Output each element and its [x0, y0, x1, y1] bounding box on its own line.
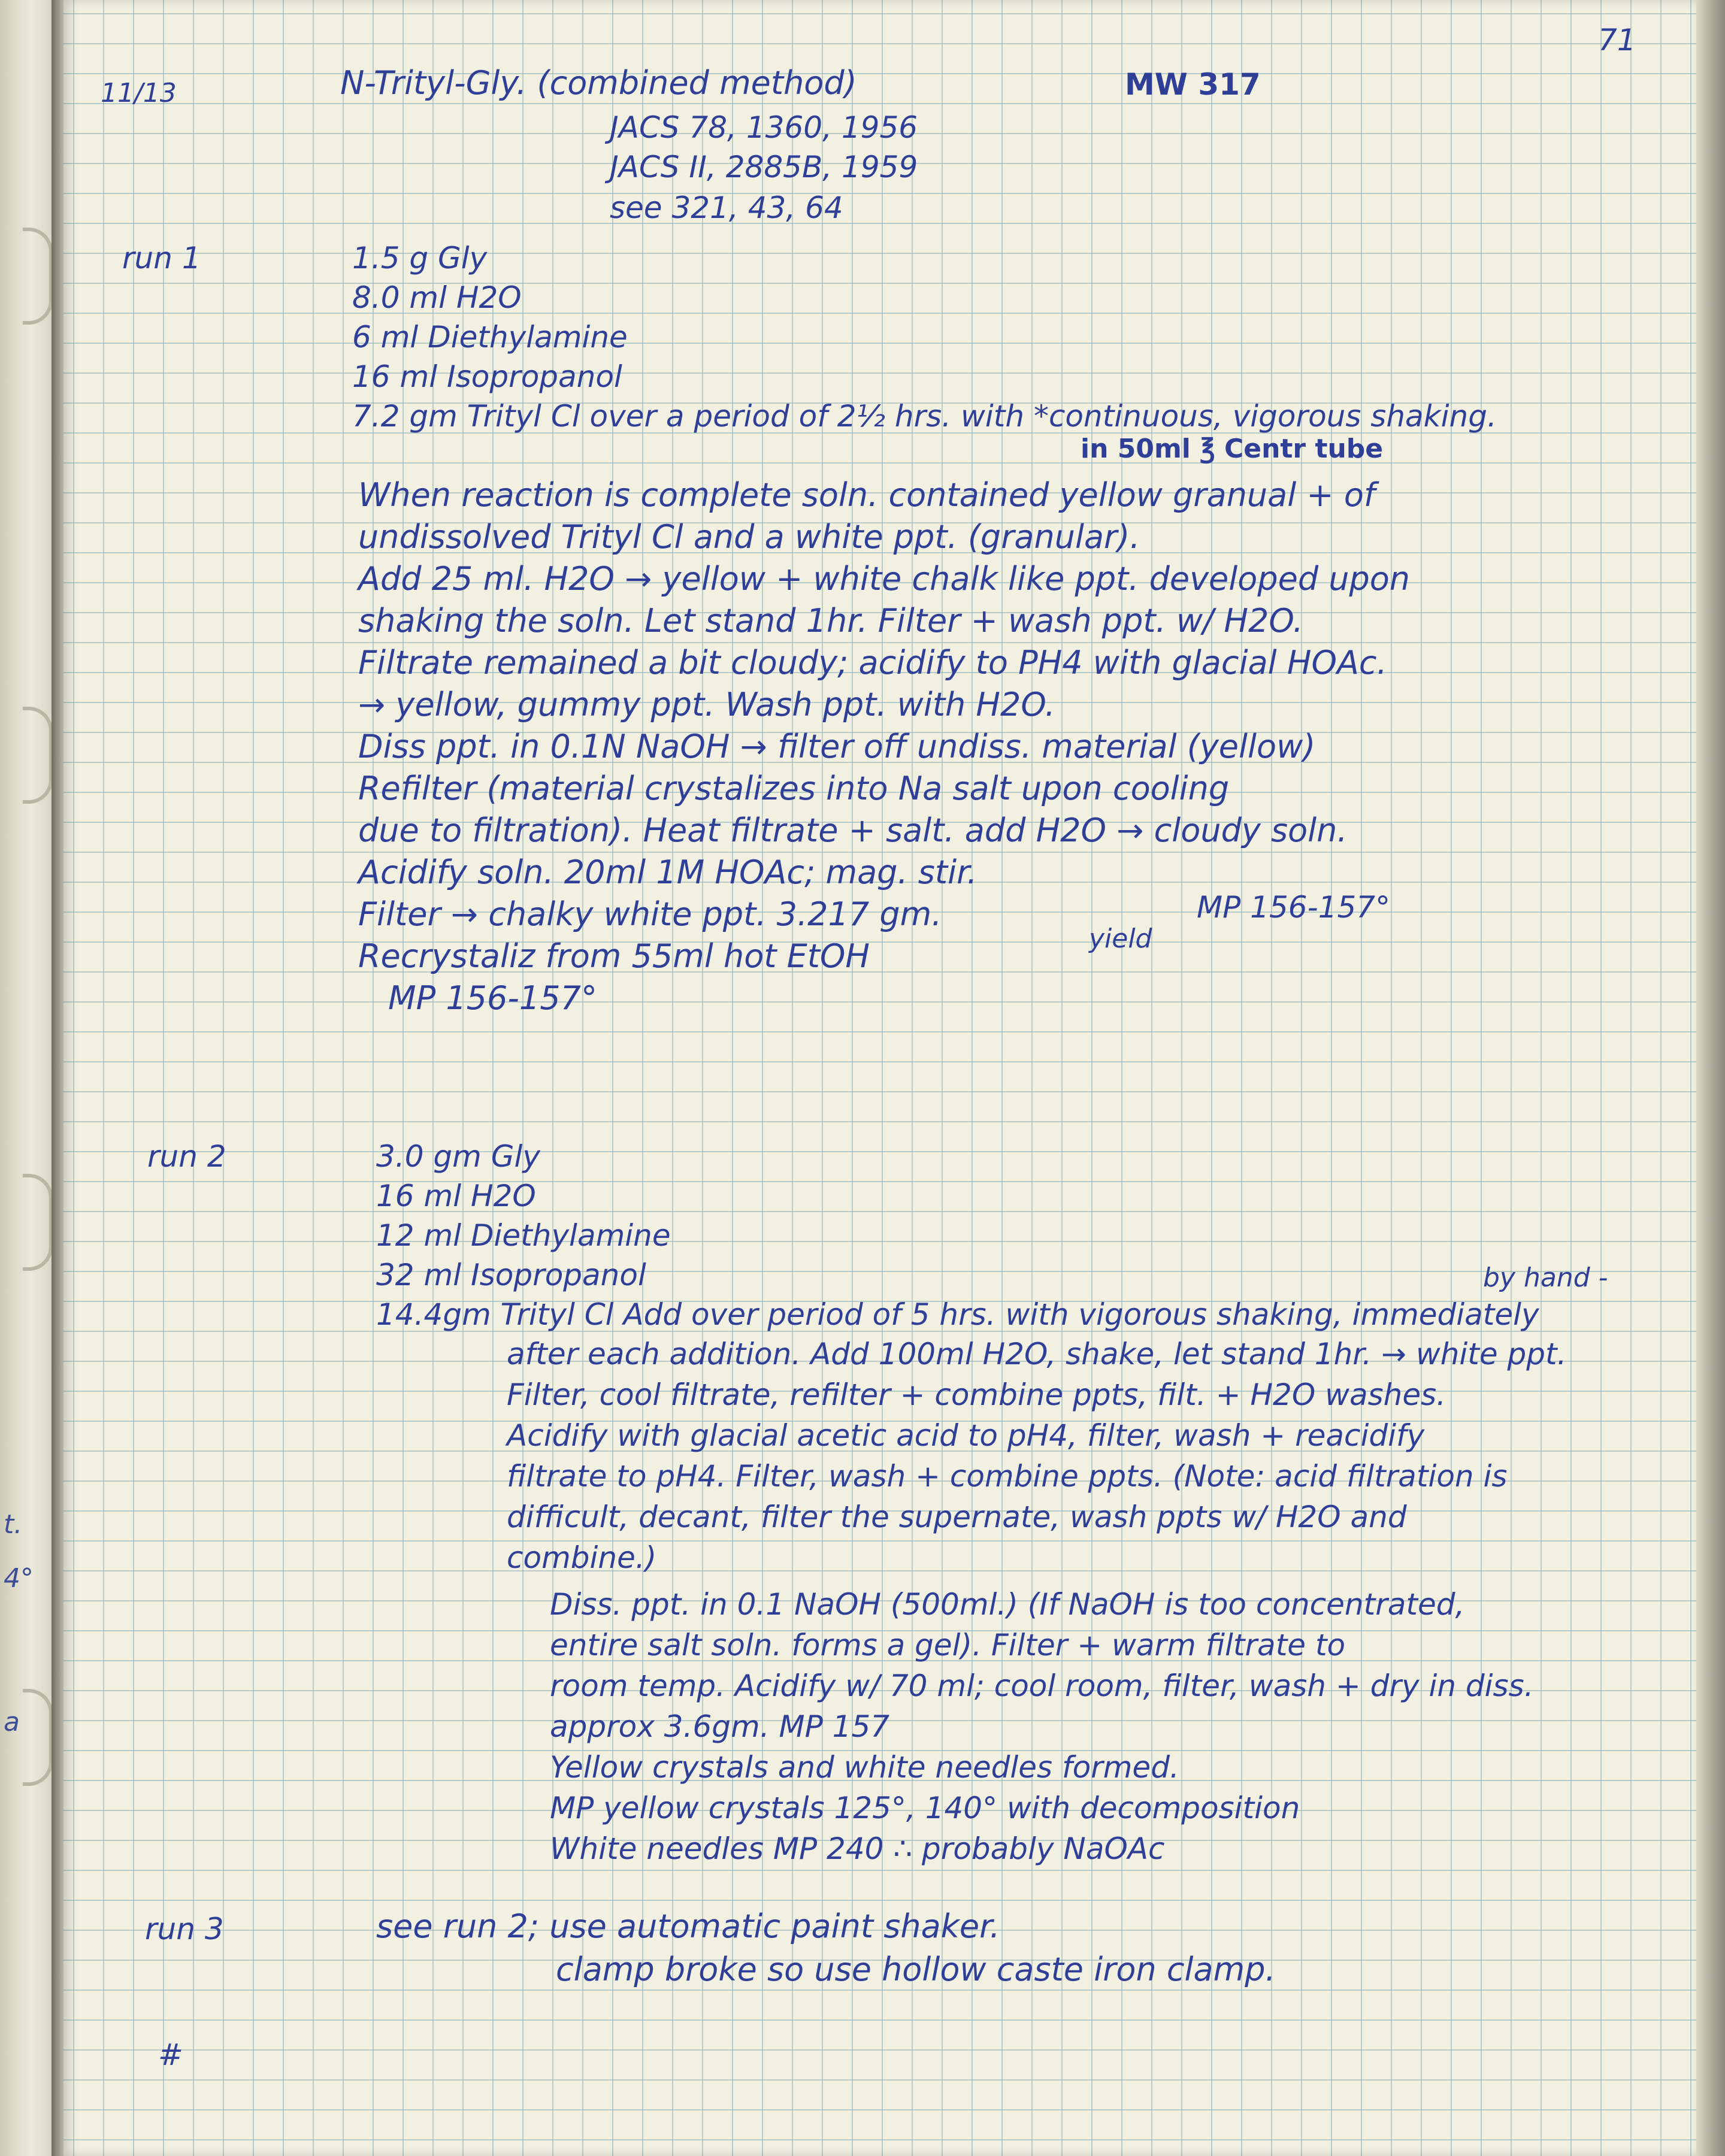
run-2-reagent: 16 ml H2O — [376, 1179, 536, 1213]
run-1-note: Acidify soln. 20ml 1M HOAc; mag. stir. — [358, 853, 978, 891]
run-3-note: clamp broke so use hollow caste iron clamp. — [556, 1951, 1276, 1988]
run-3-note: see run 2; use automatic paint shaker. — [376, 1907, 1000, 1945]
run-1-label: run 1 — [122, 241, 201, 275]
run-1-reagent: 1.5 g Gly — [352, 241, 488, 275]
run-2-reagent: 3.0 gm Gly — [376, 1139, 540, 1174]
run-1-reagent: 7.2 gm Trityl Cl over a period of 2½ hrs. with *continuous, vigorous shaking. — [352, 399, 1497, 434]
run-1-note: undissolved Trityl Cl and a white ppt. (granular). — [358, 518, 1140, 556]
run-1-note: Recrystaliz from 55ml hot EtOH — [358, 937, 870, 975]
run-2-note: White needles MP 240 ∴ probably NaOAc — [550, 1831, 1165, 1866]
run-1-note: Filtrate remained a bit cloudy; acidify to PH4 with glacial HOAc. — [358, 644, 1387, 682]
run-2-note: combine.) — [507, 1540, 657, 1575]
run-2-above-note: by hand - — [1483, 1262, 1608, 1293]
reference-1: JACS 78, 1360, 1956 — [610, 110, 918, 145]
adjacent-left-page — [0, 0, 52, 2156]
run-2-note: filtrate to pH4. Filter, wash + combine ppts. (Note: acid filtration is — [507, 1459, 1508, 1494]
run-2-note: after each addition. Add 100ml H2O, shake, let stand 1hr. → white ppt. — [507, 1337, 1567, 1371]
molecular-weight: MW 317 — [1125, 67, 1261, 102]
run-2-note: MP yellow crystals 125°, 140° with decomposition — [550, 1791, 1300, 1825]
run-1-melting-point: MP 156-157° — [1197, 890, 1391, 925]
binding-stitch — [23, 1689, 53, 1786]
reference-3: see 321, 43, 64 — [610, 190, 843, 225]
entry-title: N-Trityl-Gly. (combined method) — [340, 64, 857, 102]
page-edge — [1696, 0, 1725, 2156]
run-2-note: room temp. Acidify w/ 70 ml; cool room, filter, wash + dry in diss. — [550, 1669, 1534, 1703]
run-1-note: due to filtration). Heat filtrate + salt. add H2O → cloudy soln. — [358, 811, 1348, 849]
run-1-note: Diss ppt. in 0.1N NaOH → filter off undiss. material (yellow) — [358, 728, 1316, 765]
run-1-note: When reaction is complete soln. contained yellow granual + of — [358, 476, 1375, 514]
page-number: 71 — [1598, 23, 1636, 57]
run-2-note: approx 3.6gm. MP 157 — [550, 1709, 890, 1744]
run-1-note: Refilter (material crystalizes into Na salt upon cooling — [358, 770, 1230, 807]
run-2-reagent: 12 ml Diethylamine — [376, 1218, 671, 1253]
notebook-page — [63, 0, 1696, 2156]
run-1-tube-note: in 50ml ℥ Centr tube — [1081, 434, 1384, 464]
run-2-note: Diss. ppt. in 0.1 NaOH (500ml.) (If NaOH is too concentrated, — [550, 1587, 1465, 1622]
run-3-label: run 3 — [145, 1912, 224, 1946]
run-2-reagent: 32 ml Isopropanol — [376, 1258, 646, 1292]
entry-date: 11/13 — [101, 78, 177, 108]
run-1-reagent: 6 ml Diethylamine — [352, 320, 628, 355]
run-1-reagent: 16 ml Isopropanol — [352, 359, 622, 394]
run-2-label: run 2 — [147, 1139, 226, 1174]
reference-2: JACS II, 2885B, 1959 — [610, 150, 918, 184]
left-page-fragment: t. — [4, 1509, 23, 1540]
notebook-spine — [52, 0, 63, 2156]
run-1-yield-label: yield — [1089, 923, 1152, 954]
run-1-note: shaking the soln. Let stand 1hr. Filter + wash ppt. w/ H2O. — [358, 602, 1303, 640]
run-2-note: difficult, decant, filter the supernate, wash ppts w/ H2O and — [507, 1500, 1407, 1534]
run-2-note: entire salt soln. forms a gel). Filter + warm filtrate to — [550, 1628, 1346, 1663]
left-page-fragment: a — [4, 1707, 20, 1737]
run-2-reagent: 14.4gm Trityl Cl Add over period of 5 hrs. with vigorous shaking, immediately — [376, 1297, 1539, 1332]
binding-stitch — [23, 707, 53, 804]
run-1-reagent: 8.0 ml H2O — [352, 280, 522, 315]
run-2-note: Filter, cool filtrate, refilter + combine ppts, filt. + H2O washes. — [507, 1377, 1446, 1412]
run-1-note: Add 25 ml. H2O → yellow + white chalk like ppt. developed upon — [358, 560, 1411, 598]
binding-stitch — [23, 1174, 53, 1271]
left-page-fragment: 4° — [4, 1563, 34, 1594]
run-1-note: → yellow, gummy ppt. Wash ppt. with H2O. — [358, 686, 1055, 723]
footer-mark: # — [158, 2037, 183, 2072]
run-1-note: MP 156-157° — [388, 979, 597, 1017]
run-2-note: Acidify with glacial acetic acid to pH4, filter, wash + reacidify — [507, 1418, 1425, 1453]
run-1-note: Filter → chalky white ppt. 3.217 gm. — [358, 895, 942, 933]
run-2-note: Yellow crystals and white needles formed. — [550, 1750, 1179, 1785]
binding-stitch — [23, 228, 53, 325]
